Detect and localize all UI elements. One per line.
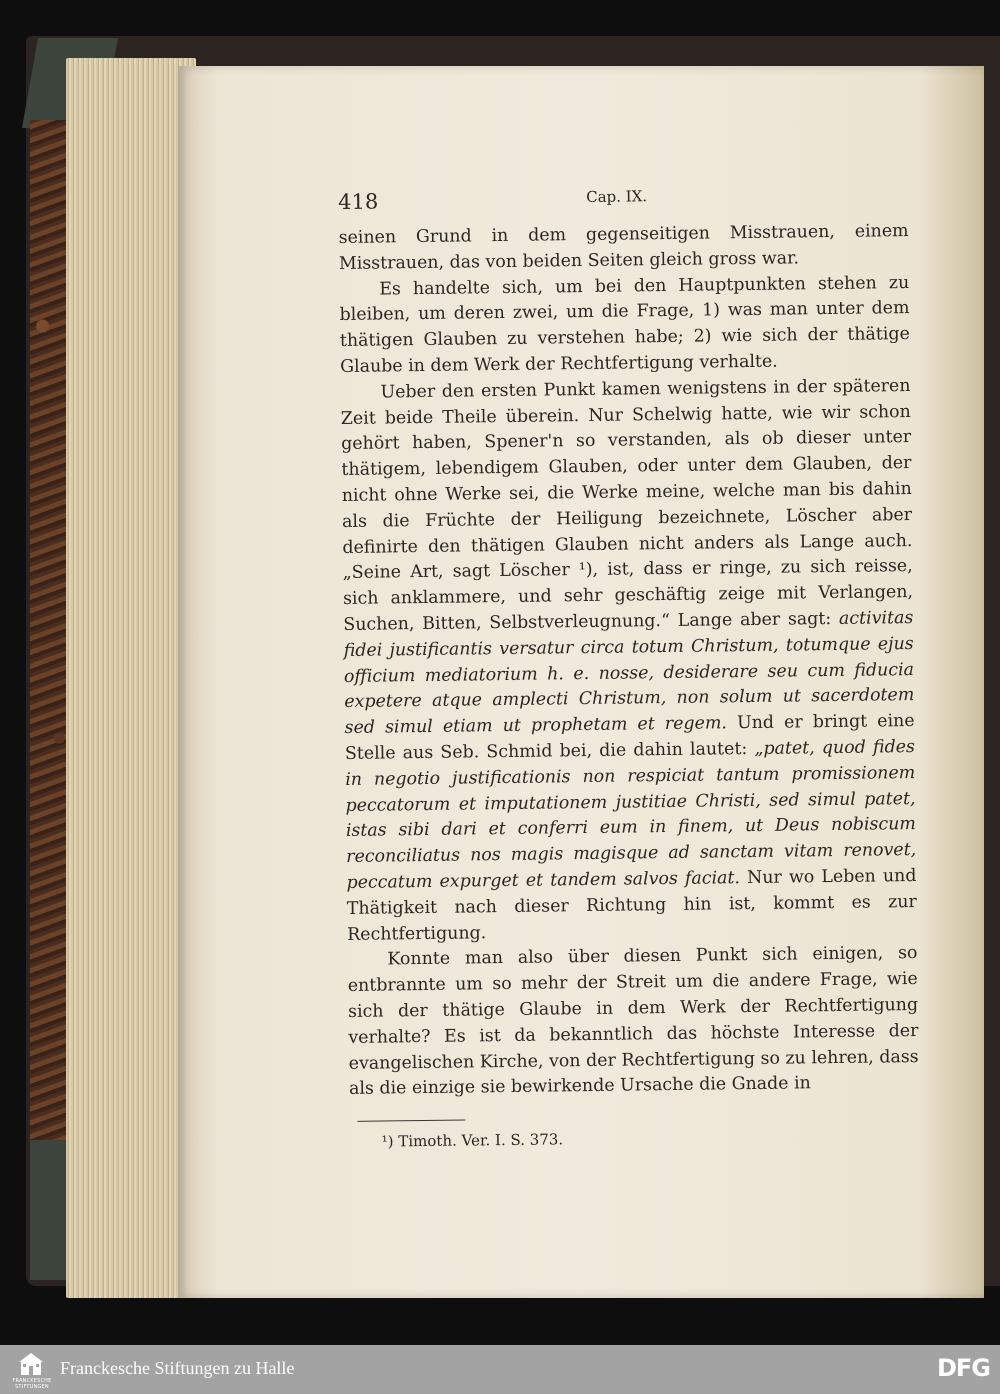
page-content: [338, 179, 920, 1152]
paragraph: [347, 941, 919, 1103]
page-edges: [66, 58, 196, 1298]
logo-text: FRANCKESCHE STIFTUNGEN: [12, 1378, 52, 1390]
running-head: [338, 179, 908, 226]
paragraph: [339, 271, 910, 381]
building-icon: [18, 1351, 44, 1377]
page-number: 418: [338, 189, 379, 214]
text-run: Konnte man also über diesen Punkt sich einigen, so entbrannte um so mehr der Streit um die andere Frage, wie sich der thätige Glaube in dem Werk der Rechtfertigung verhalte? Es ist da bekanntlich das höchste Interesse der evangelischen Kirche, von der Rechtfertigung so zu lehren, dass als die einzige sie bewirkende Ursache die Gnade in: [347, 943, 919, 1100]
footnote: ¹) Timoth. Ver. I. S. 373.: [381, 1130, 564, 1151]
text-run: Es handelte sich, um bei den Hauptpunkten stehen zu bleiben, um deren zwei, um die Frage, 1) was man unter dem thätigen Glauben zu verstehen habe; 2) wie sich der thätige Glaube in dem Werk der Rechtfertigung verhalte.: [339, 272, 910, 377]
text-run: seinen Grund in dem gegenseitigen Misstrauen, einem Misstrauen, das von beiden Seiten gleich gross war.: [338, 221, 909, 274]
text-run: Und er bringt eine Stelle aus Seb. Schmid bei, die dahin lautet:: [344, 711, 915, 764]
text-run: Nur wo Leben und Thätigkeit nach dieser Richtung hin ist, kommt es zur Rechtfertigung.: [346, 865, 917, 945]
text-run: Ueber den ersten Punkt kamen wenigstens in der späteren Zeit beide Theile überein. Nur Schelwig hatte, wie wir schon gehört haben, Spener'n so verstanden, als ob dieser unter thätigem, lebendigem Glauben, oder unter dem Glauben, der nicht ohne Werke sei, die Werke meine, welche man bis dahin als die Früchte der Heiligung bezeichnete, Löscher aber definirte den thätigen Glauben nicht anders als Lange auch. „Seine Art, sagt Löscher ¹), ist, dass er ringe, zu sich reisse, sich anklammere, und sehr geschäftig zeige mit Verlangen, Suchen, Bitten, Selbstverleugnung.“ Lange aber sagt:: [340, 375, 914, 635]
paragraph: [340, 374, 917, 948]
dfg-logo[interactable]: DFG: [936, 1354, 990, 1382]
institution-name: Franckesche Stiftungen zu Halle: [60, 1358, 295, 1378]
latin-quote: activitas fidei justificantis versatur circa totum Christum, totumque ejus officium mediatorium h. e. nosse, desiderare seu cum fiducia expetere atque amplecti Christum, non solum ut sacerdotem sed simul etiam ut prophetam et regem.: [343, 607, 915, 739]
footer-bar: [0, 1345, 1000, 1394]
paragraph: [338, 219, 909, 278]
footnote-rule: [357, 1120, 465, 1122]
body-text: [338, 219, 919, 1103]
franckesche-logo[interactable]: [10, 1347, 54, 1391]
chapter-title: Cap. IX.: [586, 187, 648, 206]
latin-quote: „patet, quod fides in negotio justificationis non respiciat tantum promissionem peccatorum et imputationem justitiae Christi, sed simul patet, istas sibi dari et conferri eum in finem, ut Deus nobiscum reconciliatus nos magis magisque ad sanctam vitam renovet, peccatum expurget et tandem salvos faciat.: [345, 736, 917, 893]
